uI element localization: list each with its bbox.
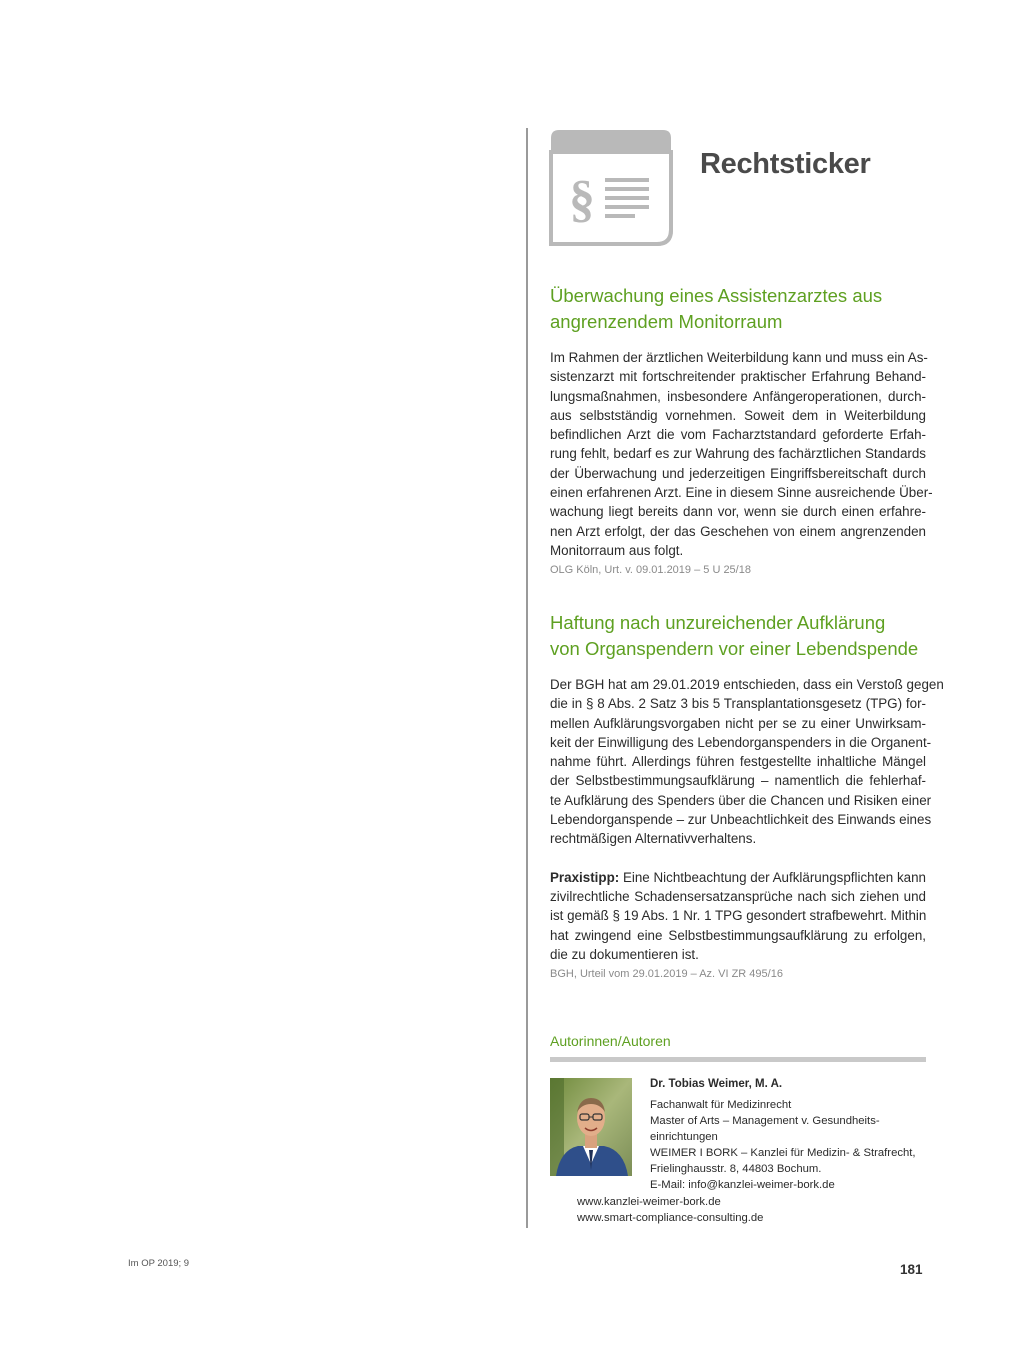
author-name: Dr. Tobias Weimer, M. A. bbox=[650, 1078, 783, 1090]
practice-tip-label: Praxistipp: bbox=[550, 869, 620, 885]
column-divider bbox=[526, 128, 528, 1228]
page-number: 181 bbox=[900, 1262, 923, 1277]
article-citation: OLG Köln, Urt. v. 09.01.2019 – 5 U 25/18 bbox=[550, 564, 751, 577]
paragraph-symbol: § bbox=[569, 171, 595, 228]
article-2 bbox=[550, 610, 944, 982]
article-heading: Haftung nach unzureichender Aufklärung von Organspendern vor einer Lebendspende bbox=[550, 612, 919, 659]
website-link[interactable]: www.kanzlei-weimer-bork.de bbox=[577, 1196, 721, 1208]
authors-divider bbox=[550, 1057, 926, 1062]
article-citation: BGH, Urteil vom 29.01.2019 – Az. VI ZR 495/16 bbox=[550, 968, 783, 981]
journal-reference: Im OP 2019; 9 bbox=[128, 1258, 190, 1269]
author-websites bbox=[577, 1194, 763, 1226]
paragraph-document-icon bbox=[549, 128, 673, 246]
page-title: Rechtsticker bbox=[700, 148, 871, 180]
website-link[interactable]: www.smart-compliance-consulting.de bbox=[577, 1212, 764, 1224]
author-photo bbox=[550, 1078, 632, 1176]
practice-tip: Praxistipp: Eine Nichtbeachtung der Aufklärungspflichten kann zivilrechtliche Schadensersatzansprüche nach sich ziehen und ist gemäß § 19 Abs. 1 Nr. 1 TPG gesondert strafbewehrt. Mithin hat zwingend eine Selbstbestimmungsaufklärung zu erfolgen, die zu dokumentieren ist. bbox=[550, 869, 927, 962]
article-body: Im Rahmen der ärztlichen Weiterbildung kann und muss ein As- sistenzarzt mit fortschreitender praktischer Erfahrung Behand- lungsmaßnahmen, insbesondere Anfängeroperationen, durch- aus selbstständig vornehmen. Soweit dem in Weiterbildung befindlichen Arzt die vom Facharztstandard geforderte Erfah- rung fehlt, bedarf es zur Wahrung des fachärztlichen Standards der Überwachung und jederzeitigen Eingriffsbereitschaft durch einen erfahrenen Arzt. Eine in diesem Sinne ausreichende Über- wachung liegt bereits dann vor, wenn sie durch einen erfahre- nen Arzt erfolgt, der das Geschehen von einem angrenzenden Monitorraum aus folgt. bbox=[550, 350, 933, 558]
authors-heading: Autorinnen/Autoren bbox=[550, 1033, 671, 1049]
article-1 bbox=[550, 283, 933, 578]
article-body: Der BGH hat am 29.01.2019 entschieden, dass ein Verstoß gegen die in § 8 Abs. 2 Satz 3 bis 5 Transplantationsgesetz (TPG) for- mellen Aufklärungsvorgaben nicht per se zu einer Unwirksam- keit der Einwilligung des Lebendorganspenders in die Organent- nahme führt. Allerdings führen festgestellte inhaltliche Mängel der Selbstbestimmungsaufklärung – namentlich die fehlerhaf- te Aufklärung des Spenders über die Chancen und Risiken einer Lebendorganspende – zur Unbeachtlichkeit des Einwands eines rechtmäßigen Alternativverhaltens. bbox=[550, 677, 944, 847]
author-details: Fachanwalt für Medizinrecht Master of Arts – Management v. Gesundheits- einrichtungen WEIMER I BORK – Kanzlei für Medizin- & Strafrecht, Frielinghausstr. 8, 44803 Bochum. E-Mail: info@kanzlei-weimer-bork.de bbox=[650, 1099, 916, 1191]
article-heading: Überwachung eines Assistenzarztes aus angrenzendem Monitorraum bbox=[550, 285, 883, 332]
